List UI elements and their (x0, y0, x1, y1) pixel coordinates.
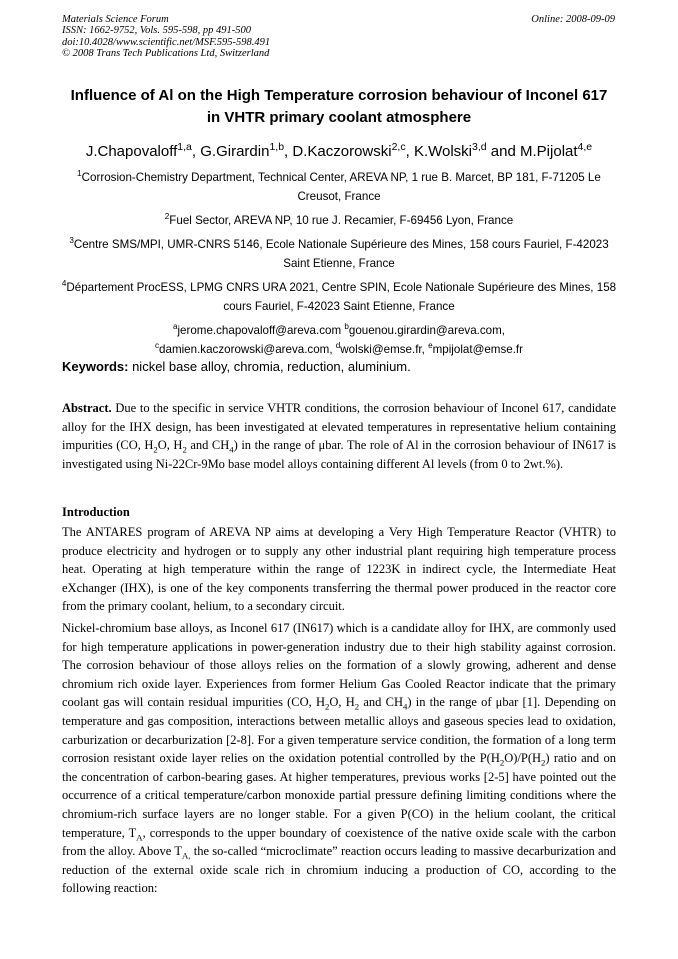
affiliation (56, 211, 622, 230)
copyright-line: © 2008 Trans Tech Publications Ltd, Switzerland (62, 47, 270, 59)
affiliation (56, 235, 622, 273)
author-name: J.Chapovaloff (85, 143, 178, 160)
affiliation-text: Fuel Sector, AREVA NP, 10 rue J. Recamier, F-69456 Lyon, France (169, 214, 514, 227)
author (414, 143, 487, 160)
author-affil-mark: 4,e (577, 141, 593, 153)
author-name: G.Girardin (200, 143, 270, 160)
author-name: M.Pijolat (520, 143, 578, 160)
affiliation-mark: 2 (164, 212, 170, 222)
keywords (62, 359, 411, 375)
email-address: wolski@emse.fr (340, 343, 422, 356)
email-mark: e (428, 341, 433, 351)
affiliation-text: Centre SMS/MPI, UMR-CNRS 5146, Ecole Nationale Supérieure des Mines, 158 cours Fauriel, F-42023 Saint Etienne, France (73, 238, 609, 270)
email-list: $^a$jerome.chapovaloff@areva.com $^b$gouenou.girardin@areva.com, $^c$damien.kaczorowski@areva.com, $^d$wolski@emse.fr, $^e$mpijolat@emse.fr (154, 322, 523, 356)
keywords-label: Keywords: (62, 359, 129, 374)
affiliation-list (56, 168, 622, 316)
author-list: J.Chapovaloff$^{1,a}$, G.Girardin$^{1,b}$, D.Kaczorowski$^{2,c}$, K.Wolski$^{3,d}$ and M.Pijolat$^{4,e}$ (85, 141, 593, 160)
author-email (155, 343, 329, 356)
email-address: mpijolat@emse.fr (432, 343, 523, 356)
abstract-text: Due to the specific in service VHTR conditions, the corrosion behaviour of Inconel 617, candidate alloy for the IHX design, has been investigated at elevated temperatures in representative helium containing impurities (CO, $H_2O$, $H_2$ and $CH_4$) in the range of μbar. The role of Al in the corrosion behaviour of IN617 is investigated using Ni-22Cr-9Mo base model alloys containing different Al levels (from 0 to 2wt.%). (62, 401, 616, 471)
abstract-label: Abstract. (62, 401, 112, 415)
introduction-paragraph: The ANTARES program of AREVA NP aims at developing a Very High Temperature Reactor (VHTR) to produce electricity and hydrogen or to supply any other industrial plant requiring high temperature process heat. Operating at high temperature within the range of 1223K in indirect cycle, the Intermediate Heat eXchanger (IHX), is one of the key components transferring the thermal power produced in the reactor core from the primary coolant, helium, to a secondary circuit. (62, 525, 616, 614)
email-mark: a (172, 322, 178, 332)
affiliation (56, 278, 622, 316)
online-date: Online: 2008-09-09 (531, 14, 615, 25)
author-email (344, 324, 501, 337)
email-address: gouenou.girardin@areva.com (348, 324, 502, 337)
email-mark: d (335, 341, 341, 351)
author-affil-mark: 2,c (391, 141, 406, 153)
author-affil-mark: 1,a (177, 141, 192, 153)
affiliation (56, 168, 622, 206)
email-address: jerome.chapovaloff@areva.com (177, 324, 342, 337)
author-affil-mark: 1,b (269, 141, 285, 153)
author (200, 143, 284, 160)
affiliation-mark: 4 (61, 279, 67, 289)
author-name: K.Wolski (413, 143, 473, 160)
keywords-text: nickel base alloy, chromia, reduction, aluminium. (128, 359, 411, 374)
introduction-heading: Introduction (62, 505, 130, 519)
issn-line: ISSN: 1662-9752, Vols. 595-598, pp 491-500 (62, 25, 251, 37)
email-address: damien.kaczorowski@areva.com (159, 343, 330, 356)
paper-title: Influence of Al on the High Temperature corrosion behaviour of Inconel 617 in VHTR primary coolant atmosphere (70, 87, 608, 126)
author (86, 143, 192, 160)
affiliation-text: Corrosion-Chemistry Department, Technical Center, AREVA NP, 1 rue B. Marcet, BP 181, F-71205 Le Creusot, France (81, 171, 601, 203)
author-email (173, 324, 341, 337)
author-name: D.Kaczorowski (292, 143, 392, 160)
journal-header (62, 14, 270, 59)
affiliation-text: Département ProcESS, LPMG CNRS URA 2021, Centre SPIN, Ecole Nationale Supérieure des Mines, 158 cours Fauriel, F-42023 Saint Etienne, France (66, 281, 617, 313)
affiliations (56, 168, 622, 359)
introduction-body (62, 523, 616, 901)
email-mark: c (154, 341, 160, 351)
author-email (336, 343, 422, 356)
abstract (62, 399, 616, 473)
doi-line: doi:10.4028/www.scientific.net/MSF.595-598.491 (62, 36, 271, 48)
author (292, 143, 405, 160)
author-email (428, 343, 523, 356)
author (520, 143, 592, 160)
affiliation-mark: 1 (77, 169, 82, 179)
introduction-paragraph: Nickel-chromium base alloys, as Inconel 617 (IN617) which is a candidate alloy for IHX, are commonly used for high temperature applications in power-generation industry due to their high stability against corrosion. The corrosion behaviour of those alloys relies on the formation of a slowly growing, adherent and dense chromium rich oxide layer. Experiences from former Helium Gas Cooled Reactor indicate that the primary coolant gas will contain residual impurities (CO, $H_2O$, $H_2$ and $CH_4$) in the range of μbar [1]. Depending on temperature and gas composition, interactions between metallic alloys and gaseous species lead to oxidation, carburization or decarburization [2-8]. For a given temperature service condition, the formation of a long term corrosion resistant oxide layer relies on the oxidation potential controlled by the $P(H_2O)/P(H_2)$ ratio and on the concentration of carbon-bearing gases. At higher temperatures, previous works [2-5] have pointed out the occurrence of a critical temperature/carbon monoxide partial pressure defining limiting conditions where the chromium-rich surface layers are no longer stable. For a given P(CO) in the helium coolant, the critical temperature, $T_A$, corresponds to the upper boundary of coexistence of the native oxide scale with the carbon from the alloy. Above $T_{A,}$ the so-called “microclimate” reaction occurs leading to massive decarburization and reduction of the external oxide scale rich in chromium inducing a production of CO, according to the following reaction: (62, 620, 617, 896)
journal-name: Materials Science Forum (62, 14, 169, 25)
author-affil-mark: 3,d (472, 141, 487, 153)
email-mark: b (344, 322, 349, 332)
affiliation-mark: 3 (69, 236, 74, 246)
